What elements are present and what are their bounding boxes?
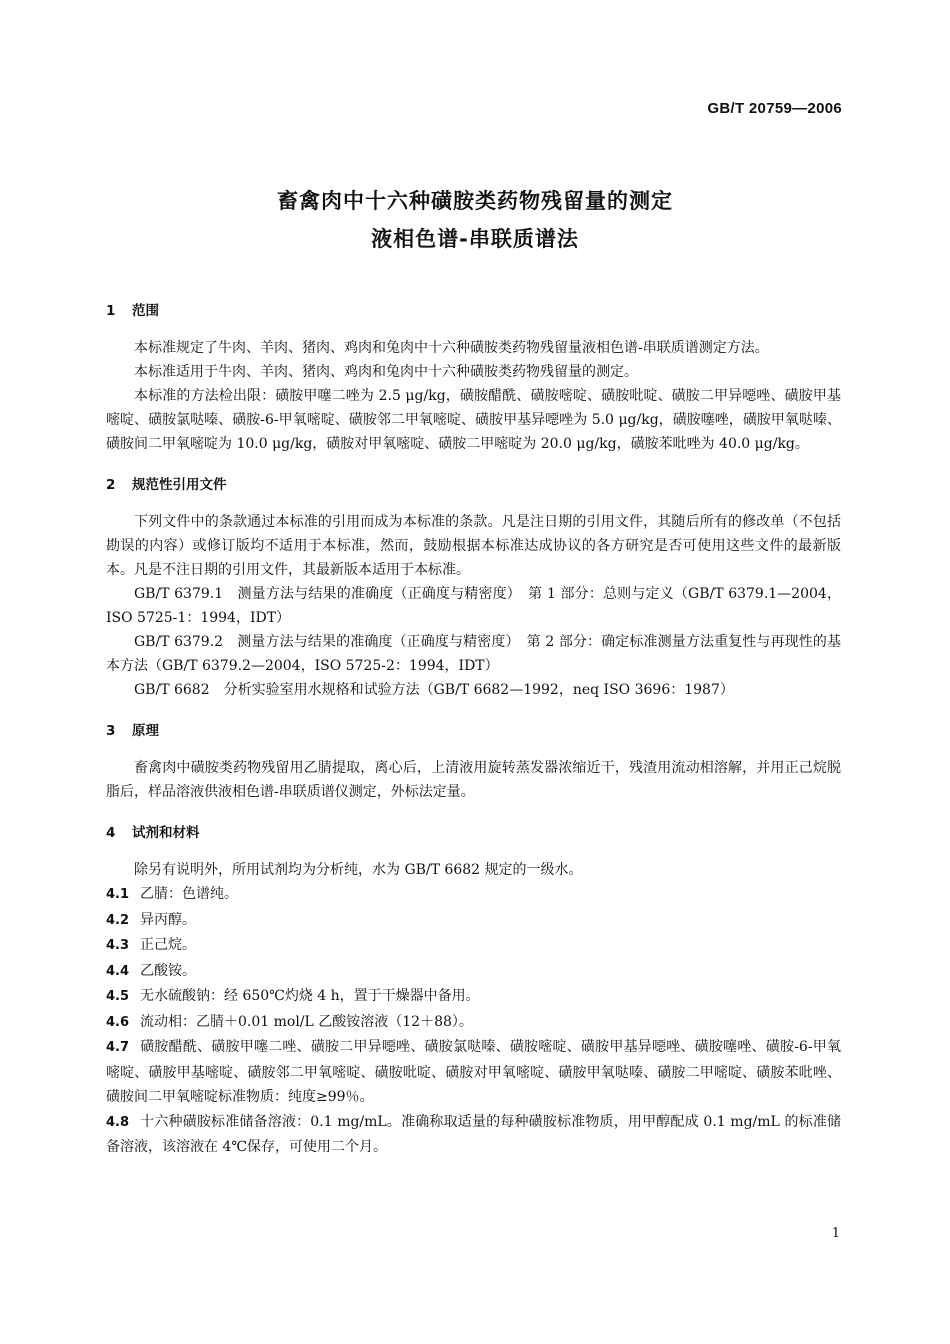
section-number: 4 — [106, 825, 116, 841]
section-heading-reagents — [106, 822, 841, 844]
page-number: 1 — [831, 1226, 840, 1241]
item-number: 4.3 — [106, 938, 130, 953]
item-text: 流动相：乙腈＋0.01 mol/L 乙酸铵溶液（12＋88）。 — [140, 1013, 473, 1030]
item-text: 乙酸铵。 — [140, 962, 196, 979]
item-number: 4.6 — [106, 1014, 130, 1030]
list-item — [106, 908, 841, 934]
paragraph: 本标准规定了牛肉、羊肉、猪肉、鸡肉和兔肉中十六种磺胺类药物残留量液相色谱-串联质谱测定方法。 — [134, 340, 769, 356]
reference-entry: GB/T 6682 分析实验室用水规格和试验方法（GB/T 6682—1992，neq ISO 3696：1987） — [134, 682, 734, 698]
reference-entry: GB/T 6379.2 测量方法与结果的准确度（正确度与精密度） 第 2 部分：确定标准测量方法重复性与再现性的基本方法（GB/T 6379.2—2004，ISO 5725-2：1994，IDT） — [106, 634, 841, 674]
document-title-line-2: 液相色谱-串联质谱法 — [371, 227, 579, 251]
item-number: 4.8 — [106, 1114, 130, 1130]
item-text: 无水硫酸钠：经 650℃灼烧 4 h，置于干燥器中备用。 — [140, 988, 480, 1004]
list-item — [106, 882, 841, 908]
item-text: 磺胺醋酰、磺胺甲噻二唑、磺胺二甲异噁唑、磺胺氯哒嗪、磺胺嘧啶、磺胺甲基异噁唑、磺胺噻唑、磺胺-6-甲氧嘧啶、磺胺甲基嘧啶、磺胺邻二甲氧嘧啶、磺胺吡啶、磺胺对甲氧嘧啶、磺胺甲氧哒嗪、磺胺二甲嘧啶、磺胺苯吡唑、磺胺间二甲氧嘧啶标准物质：纯度≥99％。 — [106, 1039, 841, 1105]
standard-number: GB/T 20759—2006 — [707, 100, 842, 117]
list-item — [106, 959, 841, 985]
section-number: 2 — [106, 477, 116, 493]
paragraph: 下列文件中的条款通过本标准的引用而成为本标准的条款。凡是注日期的引用文件，其随后所有的修改单（不包括勘误的内容）或修订版均不适用于本标准，然而，鼓励根据本标准达成协议的各方研究是否可使用这些文件的最新版本。凡是不注日期的引用文件，其最新版本适用于本标准。 — [106, 514, 841, 578]
section-heading-principle — [106, 720, 841, 742]
section-heading-normative-references — [106, 474, 841, 496]
item-number: 4.7 — [106, 1040, 130, 1055]
item-number: 4.5 — [106, 989, 130, 1004]
paragraph: 畜禽肉中磺胺类药物残留用乙腈提取，离心后，上清液用旋转蒸发器浓缩近干，残渣用流动相溶解，并用正己烷脱脂后，样品溶液供液相色谱-串联质谱仪测定，外标法定量。 — [106, 760, 841, 800]
section-title: 范围 — [132, 303, 159, 319]
document-body — [106, 300, 841, 1160]
section-heading-scope — [106, 300, 841, 322]
list-item — [106, 1010, 841, 1036]
section-title: 规范性引用文件 — [132, 477, 227, 493]
list-item — [106, 933, 841, 959]
paragraph: 除另有说明外，所用试剂均为分析纯，水为 GB/T 6682 规定的一级水。 — [134, 862, 583, 878]
item-number: 4.2 — [106, 912, 130, 928]
section-title: 试剂和材料 — [132, 825, 200, 841]
section-number: 3 — [106, 723, 116, 739]
section-number: 1 — [106, 303, 116, 319]
list-item — [106, 984, 841, 1010]
reference-entry: GB/T 6379.1 测量方法与结果的准确度（正确度与精密度） 第 1 部分：总则与定义（GB/T 6379.1—2004，ISO 5725-1：1994，IDT） — [106, 586, 841, 626]
item-text: 乙腈：色谱纯。 — [140, 886, 238, 902]
item-text: 正己烷。 — [140, 937, 196, 953]
item-number: 4.1 — [106, 887, 130, 902]
list-item — [106, 1110, 841, 1160]
list-item — [106, 1035, 841, 1110]
paragraph: 本标准的方法检出限：磺胺甲噻二唑为 2.5 μg/kg，磺胺醋酰、磺胺嘧啶、磺胺吡啶、磺胺二甲异噁唑、磺胺甲基嘧啶、磺胺氯哒嗪、磺胺-6-甲氧嘧啶、磺胺邻二甲氧嘧啶、磺胺甲基异噁唑为 5.0 μg/kg，磺胺噻唑，磺胺甲氧哒嗪、磺胺间二甲氧嘧啶为 10.0 μg/kg，磺胺对甲氧嘧啶、磺胺二甲嘧啶为 20.0 μg/kg，磺胺苯吡唑为 40.0 μg/kg。 — [106, 388, 841, 452]
item-text: 十六种磺胺标准储备溶液：0.1 mg/mL。准确称取适量的每种磺胺标准物质，用甲醇配成 0.1 mg/mL 的标准储备溶液，该溶液在 4℃保存，可使用二个月。 — [106, 1113, 841, 1155]
item-number: 4.4 — [106, 963, 130, 979]
section-title: 原理 — [132, 723, 159, 739]
document-title-line-1: 畜禽肉中十六种磺胺类药物残留量的测定 — [277, 189, 673, 213]
item-text: 异丙醇。 — [140, 911, 196, 928]
paragraph: 本标准适用于牛肉、羊肉、猪肉、鸡肉和兔肉中十六种磺胺类药物残留量的测定。 — [134, 364, 638, 380]
